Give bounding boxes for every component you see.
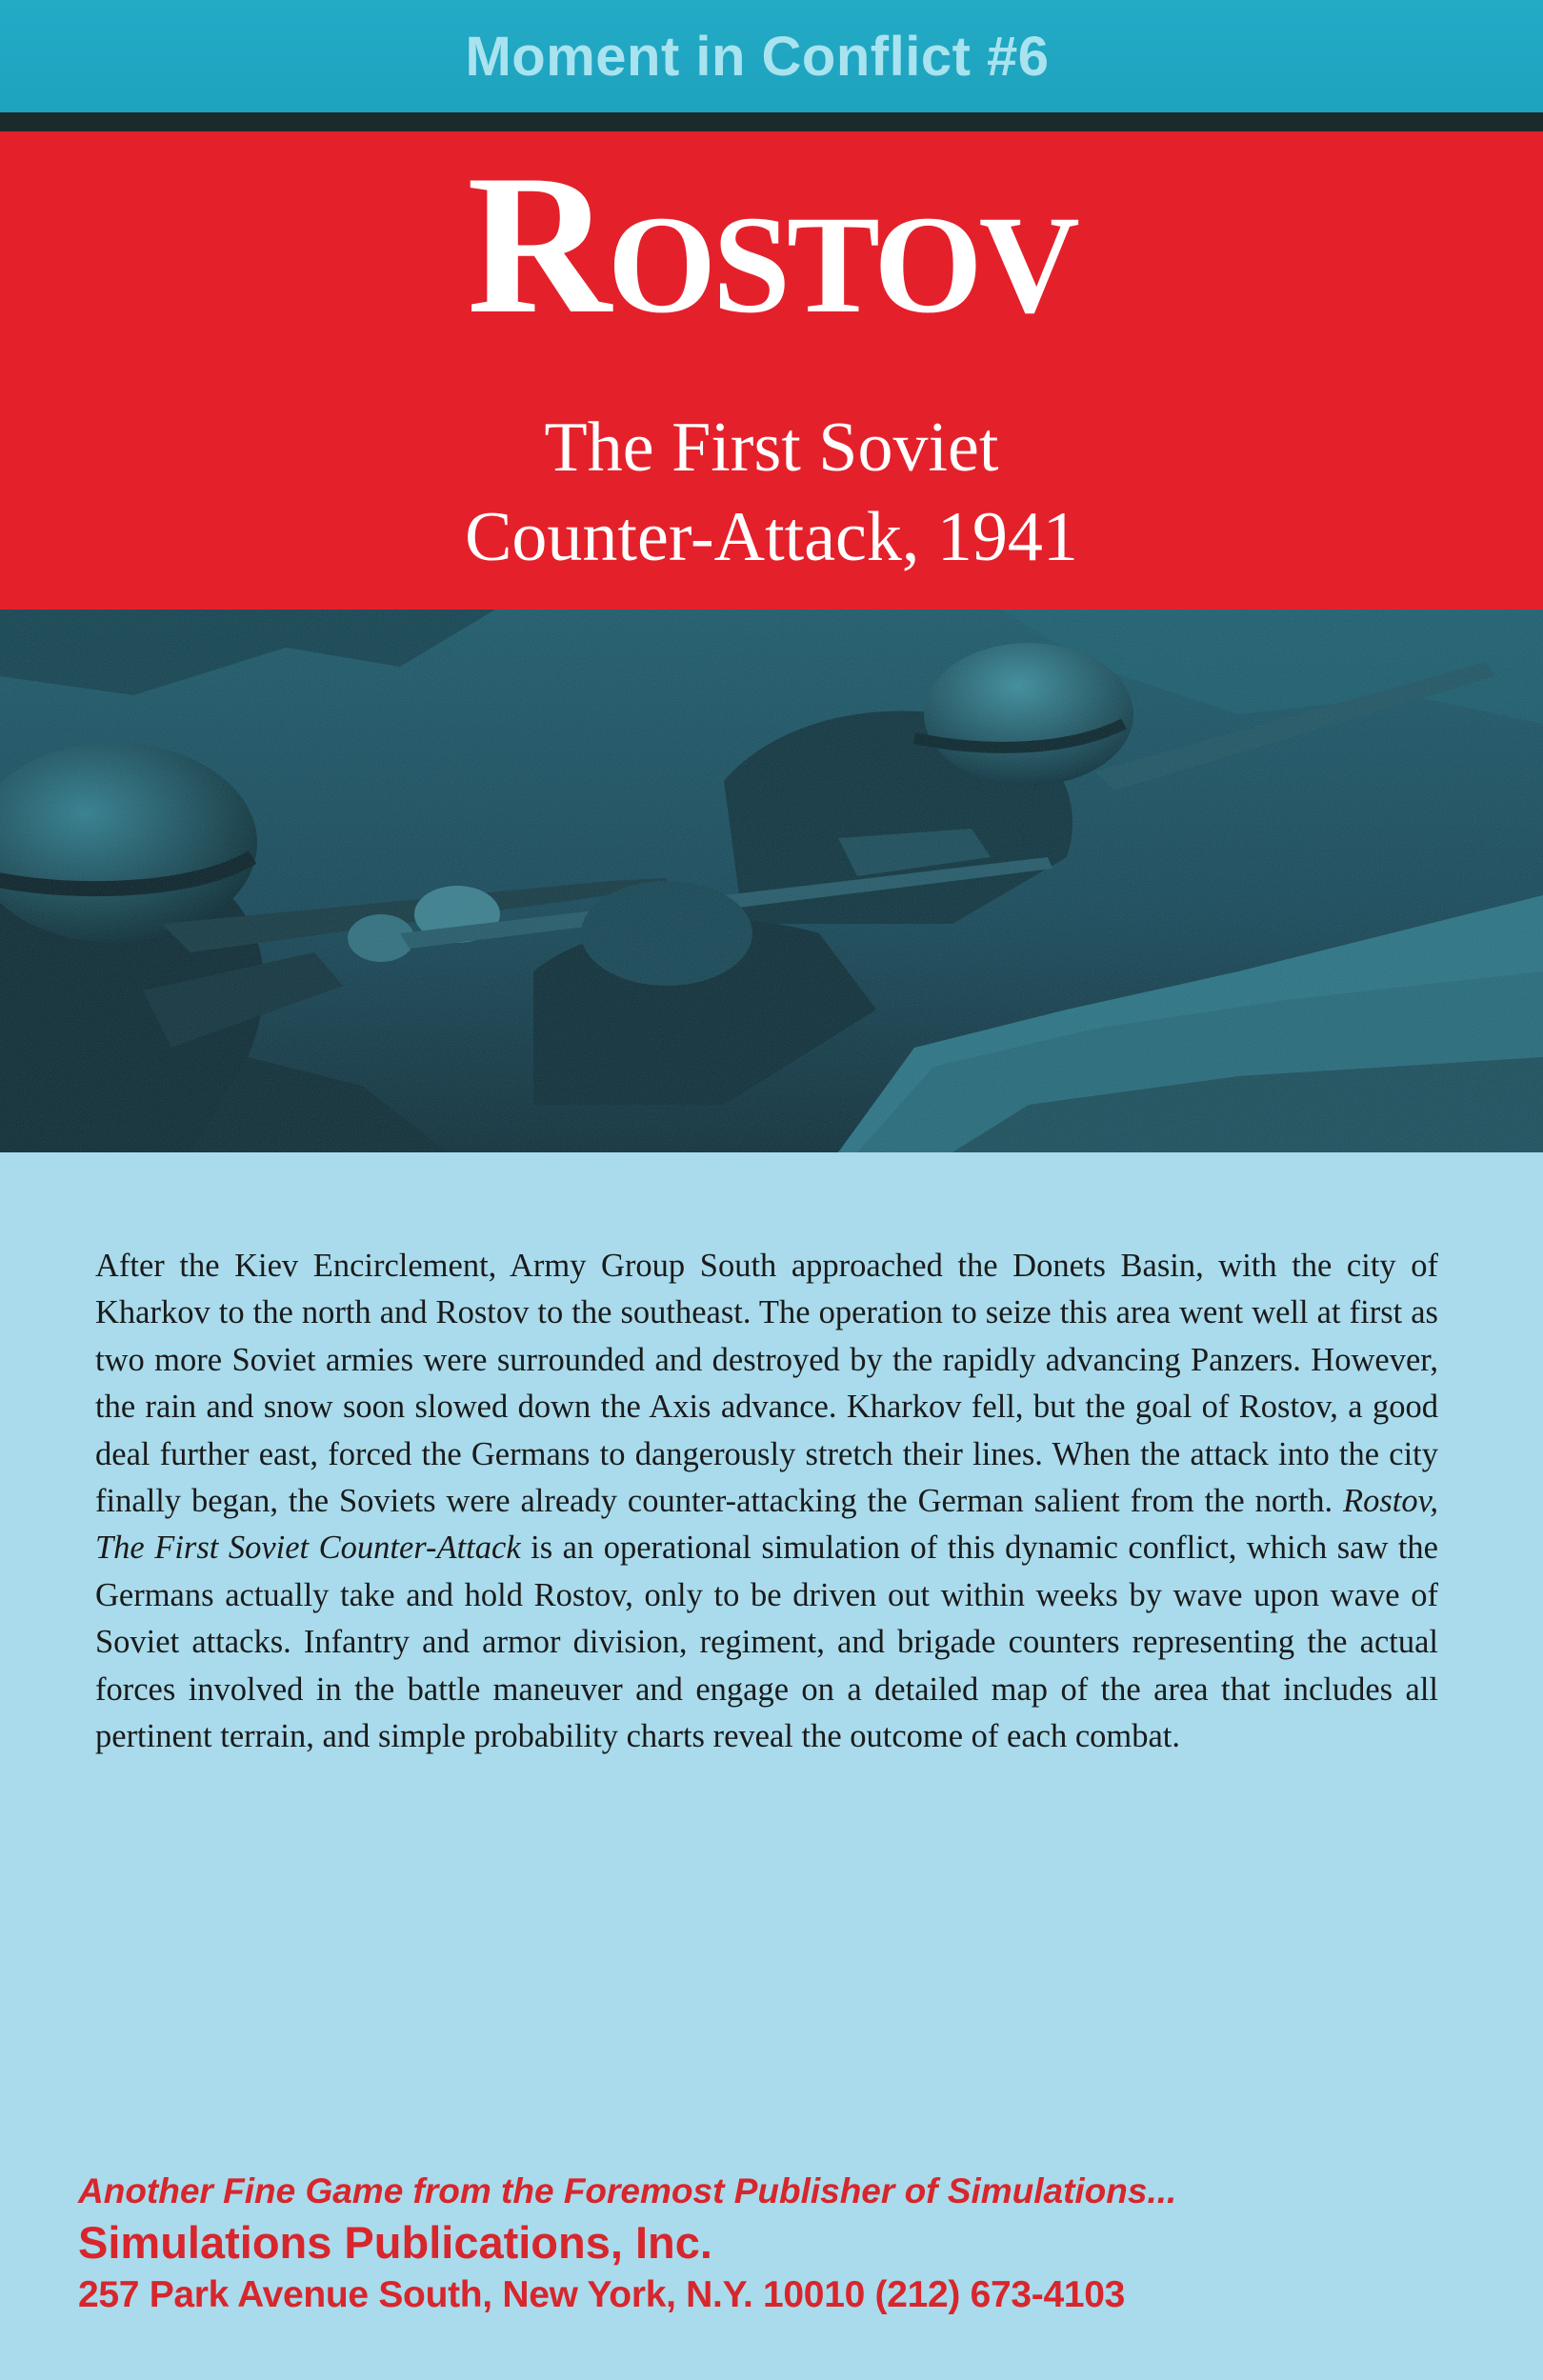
series-band (0, 0, 1543, 112)
cover-photo (0, 610, 1543, 1152)
description-text-1: After the Kiev Encirclement, Army Group South approached the Donets Basin, with the city of Kharkov to the north and Rostov to the southeast. The operation to seize this area went well at first as two more Soviet armies were surrounded and destroyed by the rapidly advancing Panzers. However, the rain and snow soon slowed down the Axis advance. Kharkov fell, but the goal of Rostov, a good deal further east, forced the Germans to dangerously stretch their lines. When the attack into the city finally began, the Soviets were already counter-attacking the German salient from the north. (95, 1248, 1438, 1520)
description-text-2: is an operational simulation of this dynamic conflict, which saw the Germans actually take and hold Rostov, only to be driven out within weeks by wave upon wave of Soviet attacks. Infantry and armor division, regiment, and brigade counters representing the actual forces involved in the battle maneuver and engage on a detailed map of the area that includes all pertinent terrain, and simple probability charts reveal the outcome of each combat. (95, 1530, 1438, 1755)
publisher-tagline: Another Fine Game from the Foremost Publisher of Simulations... (78, 2171, 1177, 2210)
header-divider (0, 112, 1543, 131)
game-subtitle-line-2: Counter-Attack, 1941 (465, 498, 1078, 576)
title-panel (0, 131, 1543, 610)
publisher-address: 257 Park Avenue South, New York, N.Y. 10010 (212) 673-4103 (78, 2274, 1126, 2315)
description-game-title-italic: Rostov, The First Soviet Counter-Attack (95, 1483, 1439, 1567)
game-title: Rostov (467, 134, 1076, 355)
game-description (95, 1243, 1438, 1760)
game-subtitle (0, 403, 1543, 582)
game-subtitle-line-1: The First Soviet (544, 409, 999, 487)
soldiers-photo-illustration (0, 610, 1543, 1152)
series-title: Moment in Conflict #6 (465, 25, 1050, 88)
publisher-name: Simulations Publications, Inc. (78, 2217, 712, 2268)
